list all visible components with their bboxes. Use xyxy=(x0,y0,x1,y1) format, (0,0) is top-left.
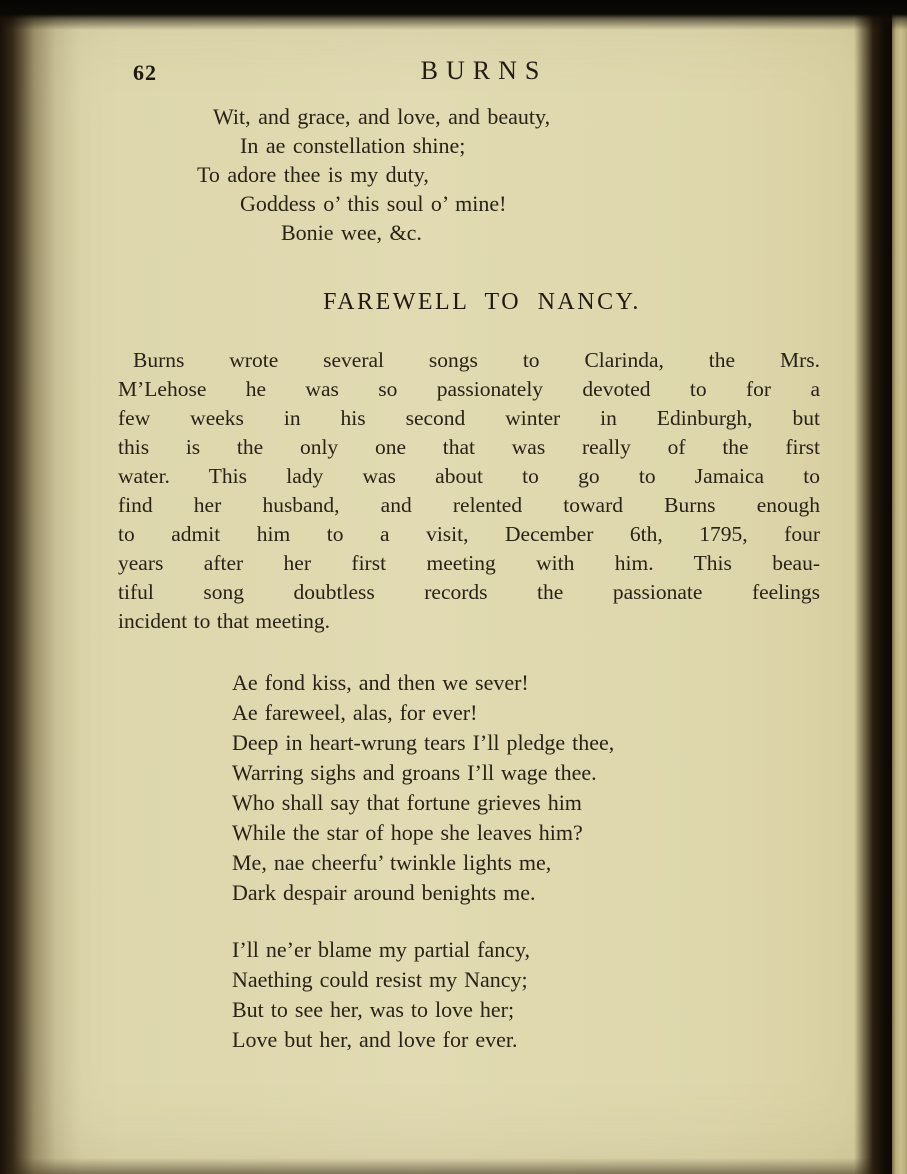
poem-line: In ae constellation shine; xyxy=(240,133,466,158)
poem-line: Love but her, and love for ever. xyxy=(232,1027,518,1052)
poem-line: But to see her, was to love her; xyxy=(232,997,515,1022)
page-number: 62 xyxy=(133,60,157,85)
poem-line: Who shall say that fortune grieves him xyxy=(232,790,582,815)
prose-line: few weeks in his second winter in Edinburgh, but xyxy=(118,406,820,430)
prose-line: find her husband, and relented toward Burns enough xyxy=(118,493,820,517)
introduction-paragraph xyxy=(118,346,820,636)
poem-line: Deep in heart-wrung tears I’ll pledge thee, xyxy=(232,730,615,755)
prose-line: years after her first meeting with him. This beau- xyxy=(118,551,820,575)
poem-line: Me, nae cheerfu’ twinkle lights me, xyxy=(232,850,552,875)
poem-line: I’ll ne’er blame my partial fancy, xyxy=(232,937,531,962)
opening-stanza xyxy=(118,102,820,247)
poem-line: Ae fareweel, alas, for ever! xyxy=(232,700,478,725)
section-title: FAREWELL TO NANCY. xyxy=(323,289,641,315)
prose-line: water. This lady was about to go to Jamaica to xyxy=(118,464,820,488)
book-binding-left-edge xyxy=(0,0,80,1174)
poem-line: Goddess o’ this soul o’ mine! xyxy=(240,191,507,216)
poem-line: Bonie wee, &c. xyxy=(281,220,422,245)
poem-line: Dark despair around benights me. xyxy=(232,880,536,905)
poem-line: Warring sighs and groans I’ll wage thee. xyxy=(232,760,597,785)
prose-line: M’Lehose he was so passionately devoted to for a xyxy=(118,377,820,401)
prose-line: this is the only one that was really of the first xyxy=(118,435,820,459)
prose-line: tiful song doubtless records the passionate feelings xyxy=(118,580,820,604)
prose-line: to admit him to a visit, December 6th, 1795, four xyxy=(118,522,820,546)
poem-line: To adore thee is my duty, xyxy=(197,162,429,187)
page-right-edge-shadow xyxy=(854,0,892,1174)
page-header xyxy=(118,56,820,90)
prose-line: Burns wrote several songs to Clarinda, the Mrs. xyxy=(133,348,820,372)
poem-stanza-1 xyxy=(232,668,820,908)
scan-bottom-edge xyxy=(0,1158,907,1174)
poem-line: While the star of hope she leaves him? xyxy=(232,820,583,845)
poem-line: Ae fond kiss, and then we sever! xyxy=(232,670,529,695)
poem-line: Wit, and grace, and love, and beauty, xyxy=(213,104,551,129)
scan-top-edge xyxy=(0,0,907,30)
running-header: BURNS xyxy=(420,56,548,85)
adjacent-page-edge xyxy=(892,0,907,1174)
poem-line: Naething could resist my Nancy; xyxy=(232,967,528,992)
poem-stanza-2 xyxy=(232,935,820,1055)
prose-line: incident to that meeting. xyxy=(118,609,330,633)
